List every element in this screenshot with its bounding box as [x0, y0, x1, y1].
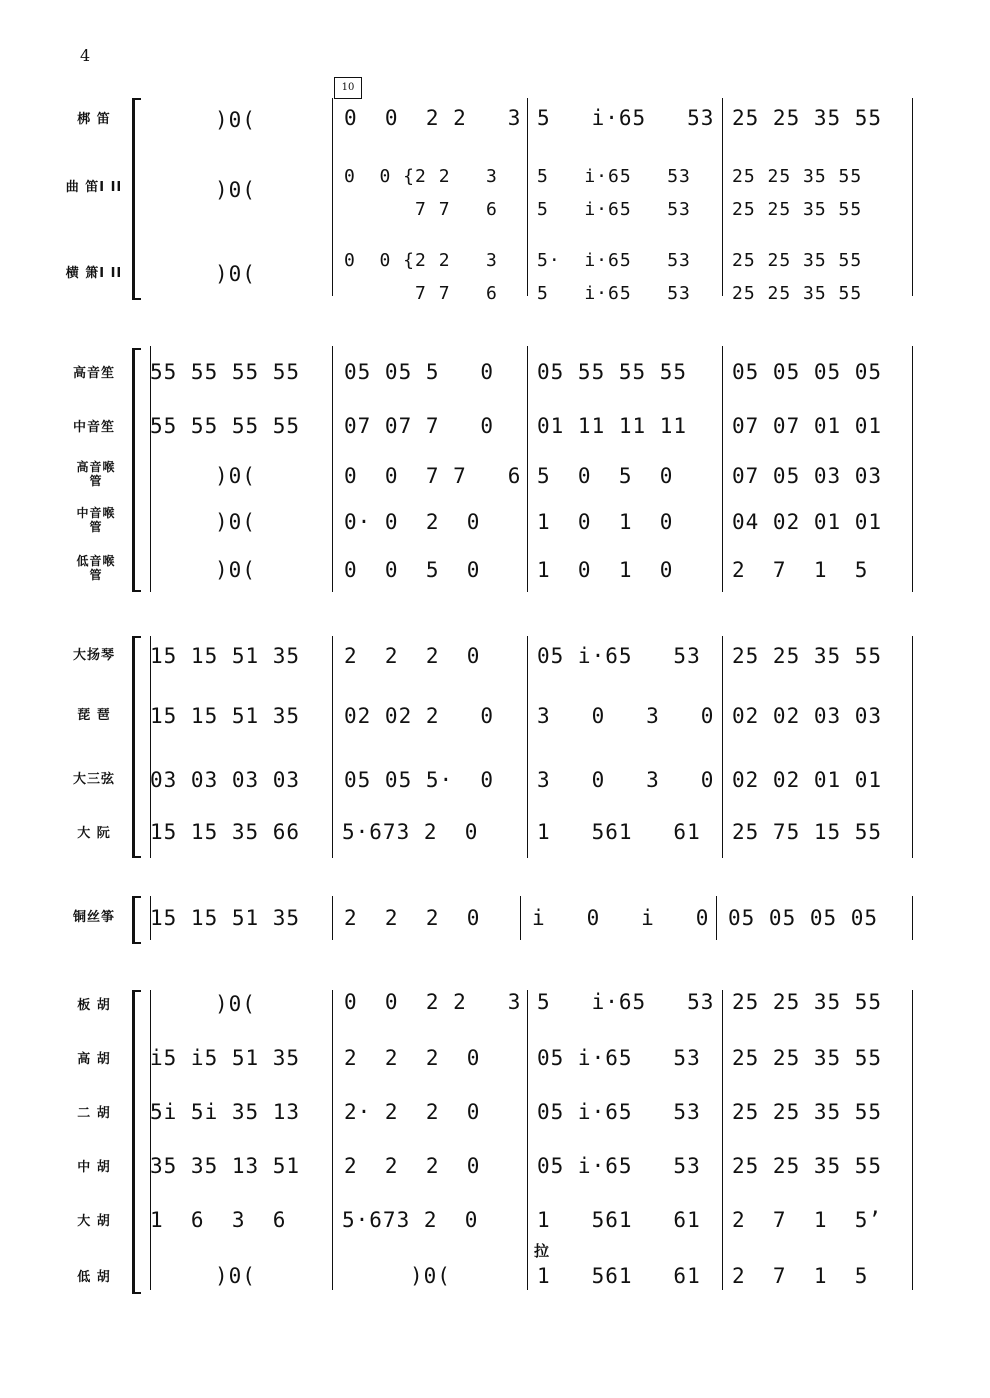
- measure-cell: 2· 2 2 0: [344, 1100, 481, 1124]
- measure-cell: 02 02 01 01: [732, 768, 883, 792]
- barline: [912, 346, 913, 592]
- measure-cell: 07 07 7 0: [344, 414, 495, 438]
- measure-cell: 1 561 61: [537, 820, 701, 844]
- measure-cell: 5·673 2 0: [342, 820, 479, 844]
- measure-cell: )0(: [215, 558, 256, 582]
- measure-cell: )0(: [215, 262, 256, 286]
- measure-cell: 05 05 5 0: [344, 360, 495, 384]
- measure-cell: 0 0 {2 2 3 7 7 6: [344, 250, 498, 304]
- measure-cell: 03 03 03 03: [150, 768, 301, 792]
- measure-cell: 25 25 35 55 25 25 35 55: [732, 166, 863, 220]
- instrument-label: 大扬琴: [72, 648, 115, 663]
- measure-cell: )0(: [215, 108, 256, 132]
- measure-cell: 0· 0 2 0: [344, 510, 481, 534]
- measure-cell: 1 0 1 0: [537, 510, 674, 534]
- barline: [716, 896, 717, 940]
- measure-cell: 25 25 35 55: [732, 1046, 883, 1070]
- barline: [520, 896, 521, 940]
- instrument-label: 梆 笛: [77, 112, 111, 127]
- instrument-label: 中音笙: [72, 420, 115, 435]
- instrument-label: 大 阮: [77, 826, 111, 841]
- measure-cell: )0(: [215, 464, 256, 488]
- barline: [527, 636, 528, 858]
- brace-plucked: [132, 636, 141, 858]
- brace-strings: [132, 990, 141, 1294]
- measure-cell: 55 55 55 55: [150, 360, 301, 384]
- measure-cell: 05 i·65 53: [537, 644, 701, 668]
- barline: [527, 346, 528, 592]
- measure-cell: 1 0 1 0: [537, 558, 674, 582]
- measure-cell: 3 0 3 0: [537, 768, 715, 792]
- measure-cell: 0 0 7 7 6: [344, 464, 522, 488]
- measure-cell: 25 25 35 55: [732, 1100, 883, 1124]
- measure-cell: 04 02 01 01: [732, 510, 883, 534]
- rehearsal-mark: 10: [334, 77, 362, 99]
- instrument-label: 二 胡: [77, 1106, 111, 1121]
- measure-cell: 25 25 35 55 25 25 35 55: [732, 250, 863, 304]
- instrument-label: 曲 笛I II: [65, 180, 123, 195]
- measure-cell: 0 0 5 0: [344, 558, 481, 582]
- instrument-label: 板 胡: [77, 998, 111, 1013]
- measure-cell: 0 0 {2 2 3 7 7 6: [344, 166, 498, 220]
- barline: [722, 346, 723, 592]
- measure-cell: 25 25 35 55: [732, 644, 883, 668]
- measure-cell: )0(: [215, 178, 256, 202]
- measure-cell: 35 35 13 51: [150, 1154, 301, 1178]
- arco-marking: 拉: [534, 1242, 550, 1260]
- barline: [332, 990, 333, 1290]
- measure-cell: 2 2 2 0: [344, 906, 481, 930]
- instrument-label: 高音喉管: [76, 460, 116, 488]
- measure-cell: 1 561 61: [537, 1264, 701, 1288]
- barline: [912, 636, 913, 858]
- measure-cell: 05 05 5· 0: [344, 768, 495, 792]
- instrument-label: 大 胡: [77, 1214, 111, 1229]
- measure-cell: i5 i5 51 35: [150, 1046, 301, 1070]
- instrument-label: 铜丝筝: [72, 910, 115, 925]
- measure-cell: 2 2 2 0: [344, 1046, 481, 1070]
- barline: [527, 98, 528, 296]
- barline: [912, 98, 913, 296]
- measure-cell: 02 02 03 03: [732, 704, 883, 728]
- measure-cell: 01 11 11 11: [537, 414, 688, 438]
- measure-cell: 05 i·65 53: [537, 1046, 701, 1070]
- barline: [332, 98, 333, 296]
- brace-yangqin: [132, 896, 141, 944]
- barline: [722, 990, 723, 1290]
- instrument-label: 琵 琶: [77, 708, 111, 723]
- barline: [912, 990, 913, 1290]
- measure-cell: 25 75 15 55: [732, 820, 883, 844]
- page-number: 4: [80, 46, 91, 65]
- measure-cell: 5·673 2 0: [342, 1208, 479, 1232]
- measure-cell: 5· i·65 53 5 i·65 53: [537, 250, 691, 304]
- barline: [332, 636, 333, 858]
- measure-cell: 05 05 05 05: [732, 360, 883, 384]
- measure-cell: 05 05 05 05: [728, 906, 879, 930]
- measure-cell: 5 i·65 53: [537, 106, 715, 130]
- instrument-label: 高 胡: [77, 1052, 111, 1067]
- measure-cell: 5 i·65 53: [537, 990, 715, 1014]
- barline: [912, 896, 913, 940]
- measure-cell: 1 561 61: [537, 1208, 701, 1232]
- measure-cell: 15 15 35 66: [150, 820, 301, 844]
- measure-cell: 1 6 3 6: [150, 1208, 287, 1232]
- measure-cell: 05 i·65 53: [537, 1154, 701, 1178]
- measure-cell: 02 02 2 0: [344, 704, 495, 728]
- measure-cell: 2 7 1 5: [732, 558, 869, 582]
- measure-cell: 2 7 1 5’: [732, 1208, 883, 1232]
- instrument-label: 高音笙: [72, 366, 115, 381]
- measure-cell: )0(: [215, 992, 256, 1016]
- measure-cell: 05 55 55 55: [537, 360, 688, 384]
- measure-cell: 15 15 51 35: [150, 704, 301, 728]
- instrument-label: 横 箫I II: [65, 266, 123, 281]
- measure-cell: 3 0 3 0: [537, 704, 715, 728]
- measure-cell: 2 2 2 0: [344, 644, 481, 668]
- measure-cell: 0 0 2 2 3: [344, 990, 522, 1014]
- measure-cell: i 0 i 0: [532, 906, 710, 930]
- instrument-label: 大三弦: [72, 772, 115, 787]
- barline: [527, 990, 528, 1290]
- measure-cell: 15 15 51 35: [150, 906, 301, 930]
- measure-cell: 5 i·65 53 5 i·65 53: [537, 166, 691, 220]
- measure-cell: 0 0 2 2 3: [344, 106, 522, 130]
- barline: [722, 98, 723, 296]
- measure-cell: )0(: [215, 1264, 256, 1288]
- measure-cell: 55 55 55 55: [150, 414, 301, 438]
- barline: [332, 346, 333, 592]
- barline: [150, 990, 151, 1290]
- measure-cell: 2 7 1 5: [732, 1264, 869, 1288]
- measure-cell: 25 25 35 55: [732, 990, 883, 1014]
- measure-cell: 07 07 01 01: [732, 414, 883, 438]
- measure-cell: 15 15 51 35: [150, 644, 301, 668]
- measure-cell: )0(: [215, 510, 256, 534]
- measure-cell: 25 25 35 55: [732, 1154, 883, 1178]
- barline: [722, 636, 723, 858]
- measure-cell: 07 05 03 03: [732, 464, 883, 488]
- barline: [332, 896, 333, 940]
- instrument-label: 低音喉管: [76, 554, 116, 582]
- measure-cell: 25 25 35 55: [732, 106, 883, 130]
- instrument-label: 中 胡: [77, 1160, 111, 1175]
- measure-cell: 05 i·65 53: [537, 1100, 701, 1124]
- instrument-label: 低 胡: [77, 1270, 111, 1285]
- instrument-label: 中音喉管: [76, 506, 116, 534]
- measure-cell: 5i 5i 35 13: [150, 1100, 301, 1124]
- measure-cell: 2 2 2 0: [344, 1154, 481, 1178]
- brace-winds: [132, 98, 141, 300]
- measure-cell: 5 0 5 0: [537, 464, 674, 488]
- measure-cell: )0(: [410, 1264, 451, 1288]
- brace-sheng-guan: [132, 348, 141, 592]
